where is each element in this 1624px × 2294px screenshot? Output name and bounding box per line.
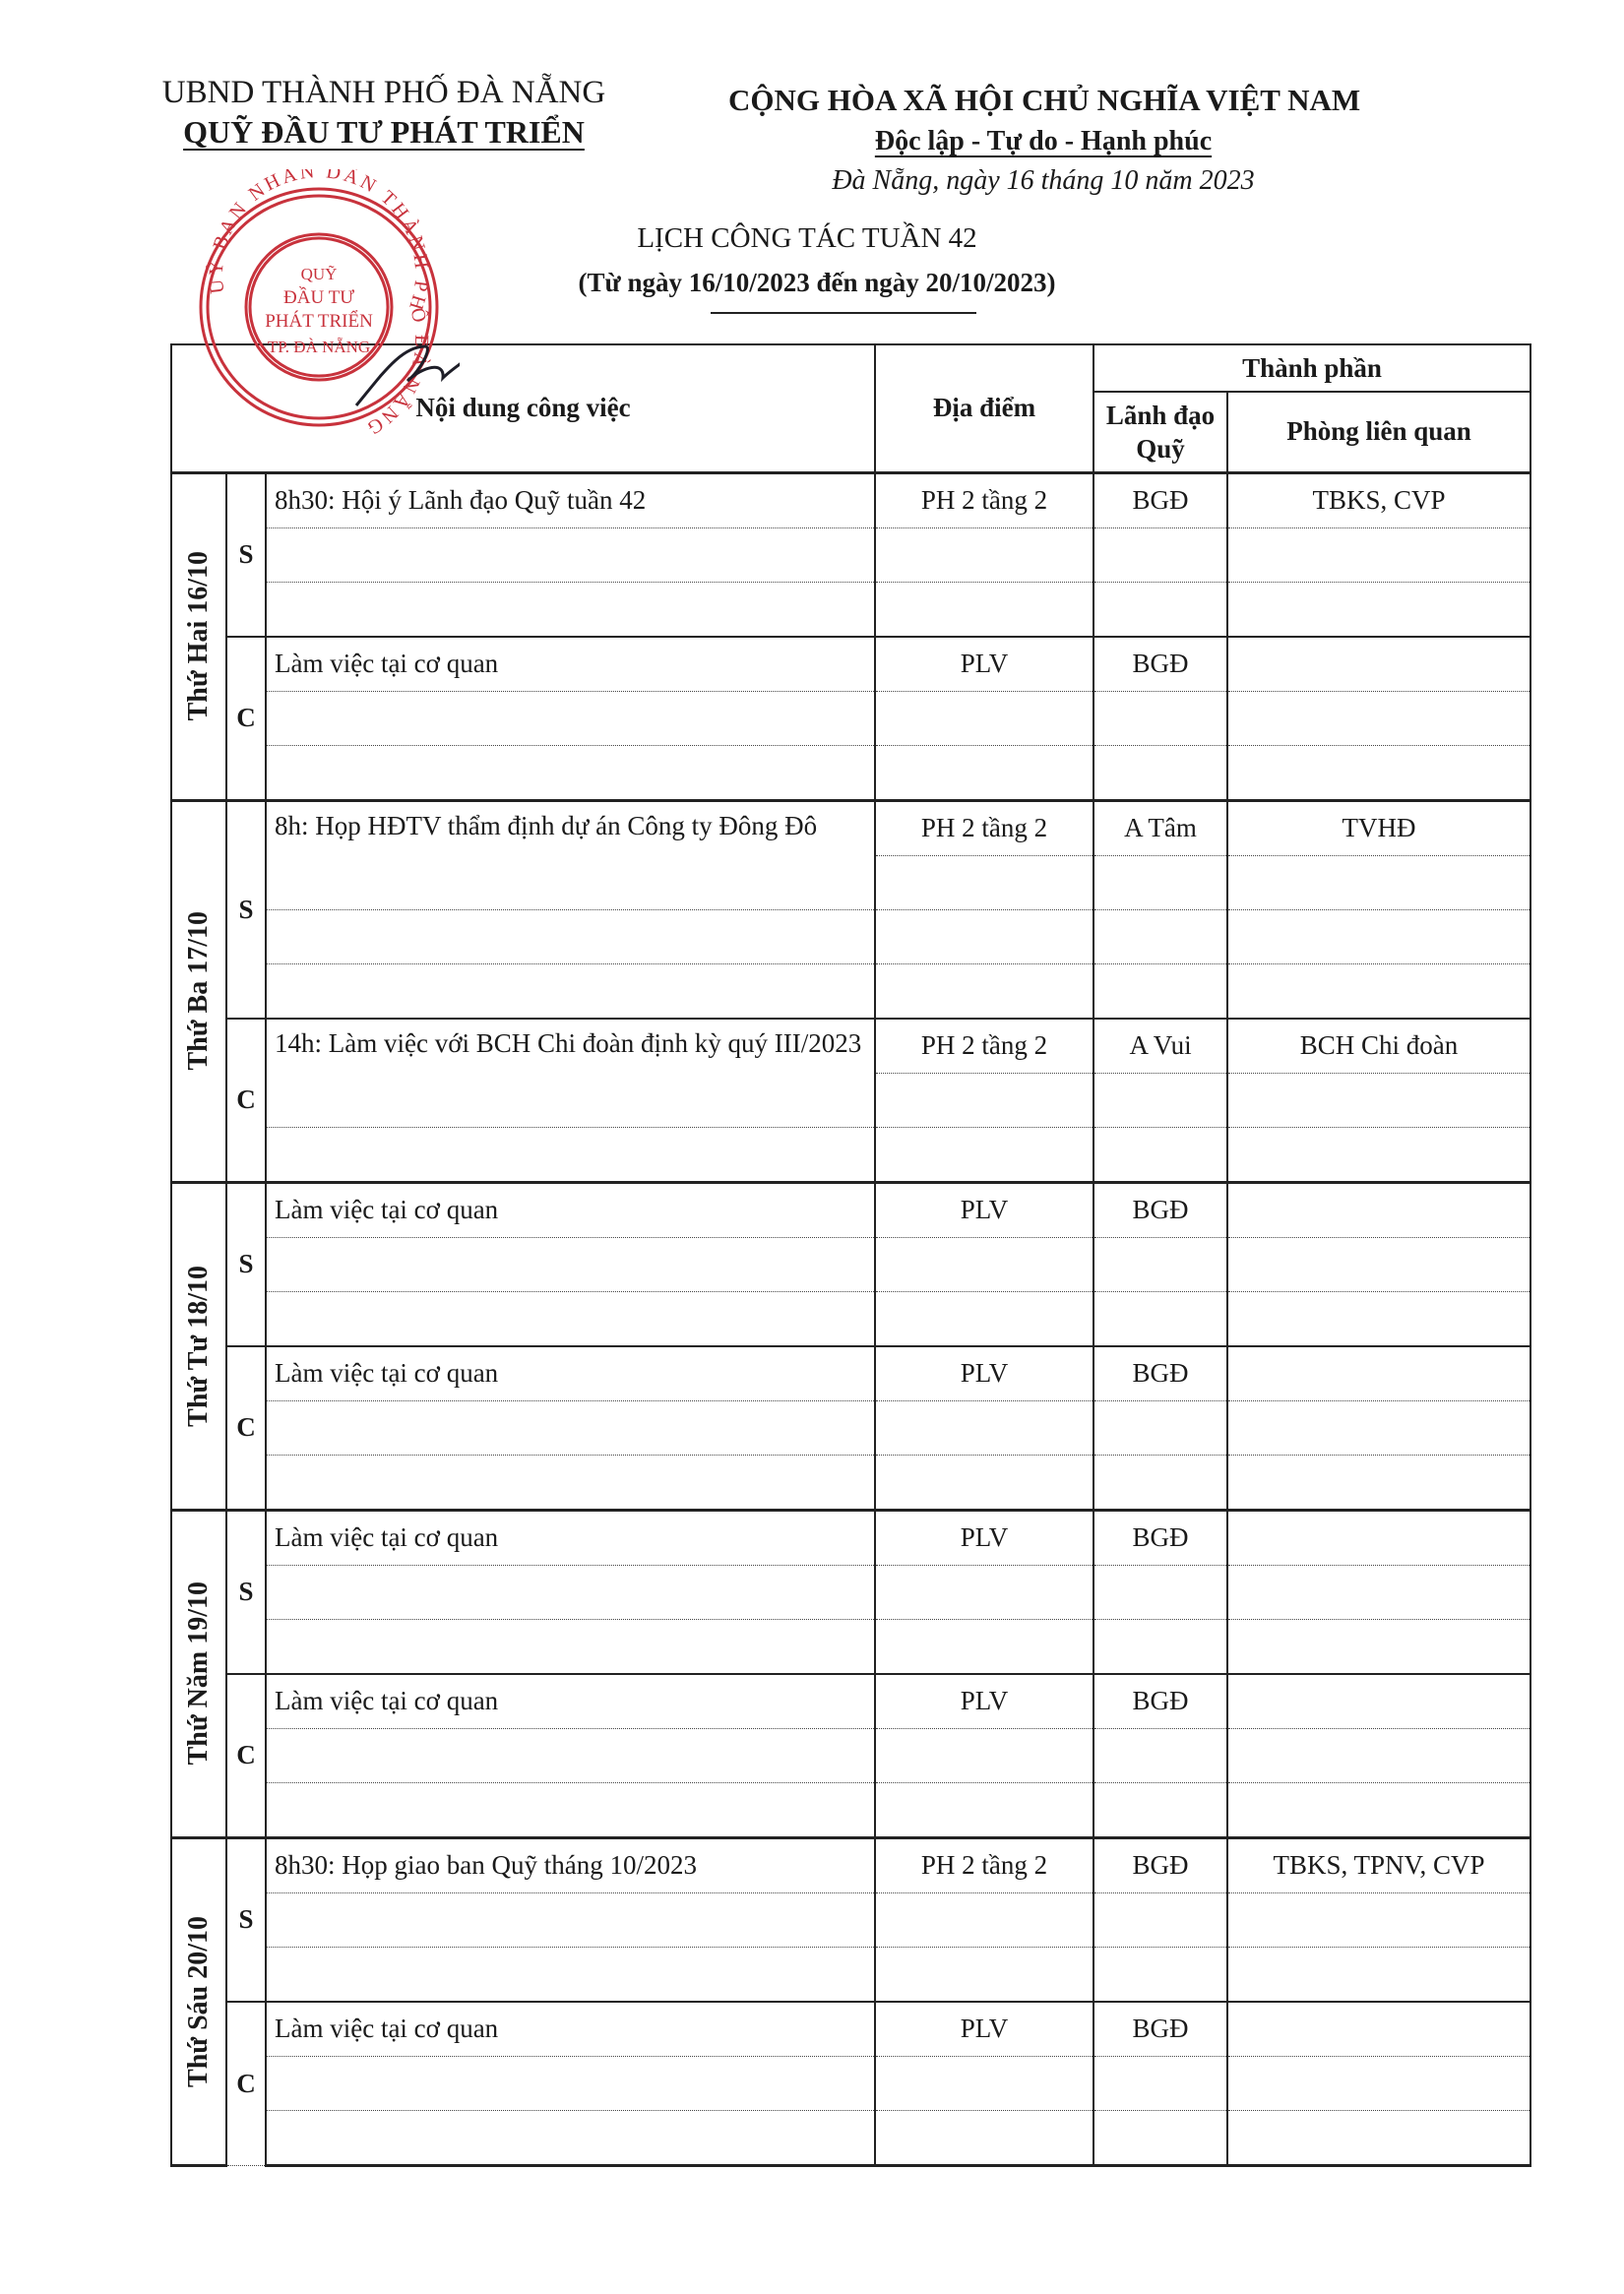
activity-leader-cell (1093, 855, 1227, 909)
table-row (171, 1565, 1530, 1619)
table-row (171, 1837, 1530, 1892)
activity-location-cell (875, 1892, 1093, 1947)
activity-leader-cell (1093, 1346, 1227, 1401)
activity-departments: BCH Chi đoàn (1299, 1029, 1459, 1060)
activity-leader: A Tâm (1124, 812, 1197, 842)
organization-parent: UBND THÀNH PHỐ ĐÀ NẴNG (161, 75, 606, 110)
table-row (171, 1346, 1530, 1401)
activity-content-cell (266, 800, 875, 909)
day-cell (171, 800, 226, 1182)
activity-departments (1228, 1675, 1530, 1685)
activity-departments-cell (1227, 1019, 1530, 1074)
activity-content-cell (266, 1565, 875, 1619)
activity-location-cell (875, 855, 1093, 909)
activity-location: PLV (960, 1521, 1009, 1552)
table-row (171, 1400, 1530, 1455)
activity-departments-cell (1227, 1892, 1530, 1947)
header-departments (1227, 392, 1530, 472)
activity-content-cell (266, 1674, 875, 1729)
seal-inner-line: TP. ĐÀ NẴNG (267, 338, 371, 356)
session-code: C (226, 1674, 266, 1838)
activity-departments-cell (1227, 1782, 1530, 1837)
table-row (171, 527, 1530, 582)
activity-departments-cell (1227, 1237, 1530, 1291)
table-row (171, 582, 1530, 637)
activity-departments-cell (1227, 2056, 1530, 2110)
activity-leader: BGĐ (1132, 1521, 1189, 1552)
session-code: C (226, 2002, 266, 2166)
activity-location: PLV (960, 1685, 1009, 1715)
activity-location: PH 2 tầng 2 (920, 484, 1048, 515)
activity-leader: BGĐ (1132, 1357, 1189, 1388)
activity-leader-cell (1093, 800, 1227, 855)
activity-location-cell (875, 1182, 1093, 1237)
activity-location-cell (875, 963, 1093, 1019)
activity-location-cell (875, 745, 1093, 800)
activity-leader-cell (1093, 1728, 1227, 1782)
activity-location: PH 2 tầng 2 (920, 1029, 1048, 1060)
activity-leader-cell (1093, 691, 1227, 745)
activity-leader: A Vui (1129, 1029, 1192, 1060)
activity-leader-cell (1093, 527, 1227, 582)
schedule-body (171, 472, 1530, 2165)
activity-content-cell (266, 1182, 875, 1237)
table-row (171, 2056, 1530, 2110)
activity-content-cell (266, 472, 875, 527)
activity-leader: BGĐ (1132, 484, 1189, 515)
organization-name-text: QUỸ ĐẦU TƯ PHÁT TRIỂN (183, 114, 585, 150)
session-code: S (226, 800, 266, 1019)
activity-location: PLV (960, 2013, 1009, 2043)
activity-content: 8h30: Hội ý Lãnh đạo Quỹ tuần 42 (275, 484, 647, 515)
activity-departments (1228, 1184, 1530, 1194)
header-participants (1093, 344, 1530, 392)
table-row (171, 1947, 1530, 2002)
activity-leader-cell (1093, 1127, 1227, 1182)
activity-departments-cell (1227, 800, 1530, 855)
organization-name (148, 114, 620, 151)
activity-content-cell (266, 1291, 875, 1346)
day-cell (171, 1182, 226, 1510)
header-content-label: Nội dung công việc (415, 393, 631, 423)
table-row (171, 1782, 1530, 1837)
activity-location-cell (875, 1947, 1093, 2002)
activity-location-cell (875, 1127, 1093, 1182)
activity-departments-cell (1227, 909, 1530, 963)
activity-leader-cell (1093, 1892, 1227, 1947)
activity-departments-cell (1227, 1510, 1530, 1565)
seal-inner-text (265, 265, 373, 356)
activity-departments-cell (1227, 1291, 1530, 1346)
national-motto: Độc lập - Tự do - Hạnh phúc (874, 126, 1213, 156)
activity-departments-cell (1227, 963, 1530, 1019)
header-location-label: Địa điểm (932, 393, 1036, 423)
day-label: Thứ Năm 19/10 (183, 1581, 214, 1766)
activity-content-cell (266, 2002, 875, 2057)
activity-departments-cell (1227, 472, 1530, 527)
activity-content-cell (266, 1837, 875, 1892)
activity-content-cell (266, 1237, 875, 1291)
activity-leader: BGĐ (1132, 1849, 1189, 1880)
activity-departments-cell (1227, 2110, 1530, 2165)
activity-leader-cell (1093, 1947, 1227, 2002)
day-label: Thứ Ba 17/10 (183, 911, 214, 1071)
activity-departments-cell (1227, 855, 1530, 909)
activity-departments-cell (1227, 691, 1530, 745)
activity-location-cell (875, 582, 1093, 637)
activity-content-cell (266, 1455, 875, 1510)
table-row (171, 637, 1530, 692)
day-cell (171, 1837, 226, 2165)
activity-location-cell (875, 1782, 1093, 1837)
document-subtitle: (Từ ngày 16/10/2023 đến ngày 20/10/2023) (578, 268, 1056, 297)
document-title: LỊCH CÔNG TÁC TUẦN 42 (637, 222, 977, 254)
activity-content-cell (266, 1019, 875, 1128)
table-row (171, 2002, 1530, 2057)
schedule-table (170, 343, 1531, 2167)
activity-departments (1228, 1347, 1530, 1357)
activity-content-cell (266, 527, 875, 582)
national-title: CỘNG HÒA XÃ HỘI CHỦ NGHĨA VIỆT NAM (728, 83, 1361, 117)
table-row (171, 1291, 1530, 1346)
table-row (171, 800, 1530, 855)
activity-leader-cell (1093, 2110, 1227, 2165)
activity-content: 8h: Họp HĐTV thẩm định dự án Công ty Đông Đô (275, 810, 818, 840)
activity-location-cell (875, 1291, 1093, 1346)
activity-content: Làm việc tại cơ quan (275, 1194, 499, 1224)
seal-inner-line: QUỸ (300, 265, 338, 283)
subtitle-underline (711, 312, 976, 314)
activity-content-cell (266, 691, 875, 745)
activity-leader-cell (1093, 2002, 1227, 2057)
activity-leader-cell (1093, 1019, 1227, 1074)
day-cell (171, 472, 226, 800)
activity-content: 8h30: Họp giao ban Quỹ tháng 10/2023 (275, 1849, 697, 1880)
activity-location-cell (875, 1073, 1093, 1127)
table-row (171, 472, 1530, 527)
activity-departments-cell (1227, 1127, 1530, 1182)
activity-leader-cell (1093, 1237, 1227, 1291)
activity-leader-cell (1093, 582, 1227, 637)
activity-location: PH 2 tầng 2 (920, 1849, 1048, 1880)
session-code: S (226, 1510, 266, 1674)
activity-content-cell (266, 1782, 875, 1837)
activity-content-cell (266, 1400, 875, 1455)
activity-location-cell (875, 1400, 1093, 1455)
activity-content: Làm việc tại cơ quan (275, 1521, 499, 1552)
activity-location-cell (875, 1510, 1093, 1565)
activity-content: 14h: Làm việc với BCH Chi đoàn định kỳ quý III/2023 (275, 1027, 862, 1058)
activity-departments: TVHĐ (1342, 812, 1416, 842)
header-participants-label: Thành phần (1242, 352, 1382, 383)
activity-leader-cell (1093, 909, 1227, 963)
table-row (171, 1127, 1530, 1182)
seal-ring-text: UỶ BAN NHÂN DÂN THÀNH PHỐ ĐÀ NẴNG (205, 169, 433, 440)
day-label: Thứ Tư 18/10 (183, 1265, 214, 1427)
table-row (171, 2110, 1530, 2165)
activity-content: Làm việc tại cơ quan (275, 1357, 499, 1388)
activity-location-cell (875, 800, 1093, 855)
activity-departments-cell (1227, 1346, 1530, 1401)
session-code: S (226, 472, 266, 637)
activity-departments-cell (1227, 1728, 1530, 1782)
table-row (171, 1728, 1530, 1782)
activity-leader: BGĐ (1132, 1194, 1189, 1224)
activity-leader-cell (1093, 472, 1227, 527)
activity-leader-cell (1093, 1674, 1227, 1729)
activity-content-cell (266, 1892, 875, 1947)
activity-leader: BGĐ (1132, 2013, 1189, 2043)
table-row (171, 1019, 1530, 1074)
activity-leader: BGĐ (1132, 1685, 1189, 1715)
seal-inner-line: ĐẦU TƯ (283, 287, 354, 308)
seal-graphic (179, 169, 460, 440)
day-cell (171, 1510, 226, 1837)
activity-leader-cell (1093, 1400, 1227, 1455)
activity-departments (1228, 1512, 1530, 1521)
header-departments-label: Phòng liên quan (1286, 416, 1471, 447)
activity-location-cell (875, 2056, 1093, 2110)
activity-leader-cell (1093, 2056, 1227, 2110)
activity-content-cell (266, 2110, 875, 2165)
header-leader (1093, 392, 1227, 472)
table-row (171, 909, 1530, 963)
activity-location-cell (875, 909, 1093, 963)
activity-departments-cell (1227, 1837, 1530, 1892)
activity-content-cell (266, 963, 875, 1019)
activity-leader-cell (1093, 637, 1227, 692)
activity-content-cell (266, 637, 875, 692)
activity-location-cell (875, 1674, 1093, 1729)
table-row (171, 1674, 1530, 1729)
table-row (171, 1619, 1530, 1674)
official-seal-icon (179, 169, 460, 440)
activity-location-cell (875, 1237, 1093, 1291)
activity-content-cell (266, 1127, 875, 1182)
activity-content: Làm việc tại cơ quan (275, 1685, 499, 1715)
activity-content-cell (266, 1510, 875, 1565)
activity-content-cell (266, 1728, 875, 1782)
session-code: S (226, 1182, 266, 1346)
table-row (171, 963, 1530, 1019)
activity-departments: TBKS, CVP (1312, 484, 1446, 515)
table-row (171, 1182, 1530, 1237)
activity-leader-cell (1093, 1073, 1227, 1127)
activity-leader-cell (1093, 1782, 1227, 1837)
activity-content-cell (266, 1346, 875, 1401)
session-code: C (226, 1019, 266, 1183)
activity-leader-cell (1093, 1565, 1227, 1619)
activity-content-cell (266, 1947, 875, 2002)
activity-location-cell (875, 527, 1093, 582)
header-location (875, 344, 1093, 472)
activity-leader-cell (1093, 963, 1227, 1019)
table-row (171, 1455, 1530, 1510)
activity-departments-cell (1227, 1565, 1530, 1619)
activity-leader-cell (1093, 1182, 1227, 1237)
activity-departments-cell (1227, 1073, 1530, 1127)
activity-leader-cell (1093, 1837, 1227, 1892)
activity-departments-cell (1227, 1182, 1530, 1237)
session-code: C (226, 1346, 266, 1511)
seal-inner-line: PHÁT TRIỂN (265, 311, 373, 332)
activity-location: PH 2 tầng 2 (920, 812, 1048, 842)
activity-location-cell (875, 1619, 1093, 1674)
activity-location-cell (875, 1837, 1093, 1892)
activity-departments-cell (1227, 1947, 1530, 2002)
table-row (171, 745, 1530, 800)
table-row (171, 691, 1530, 745)
place-date: Đà Nẵng, ngày 16 tháng 10 năm 2023 (832, 165, 1255, 196)
activity-departments: TBKS, TPNV, CVP (1273, 1849, 1485, 1880)
day-label: Thứ Hai 16/10 (183, 551, 214, 721)
activity-departments (1228, 638, 1530, 648)
activity-location-cell (875, 1019, 1093, 1074)
session-code: S (226, 1837, 266, 2002)
activity-location-cell (875, 1565, 1093, 1619)
activity-leader-cell (1093, 745, 1227, 800)
session-code: C (226, 637, 266, 801)
activity-location: PLV (960, 1194, 1009, 1224)
activity-leader-cell (1093, 1619, 1227, 1674)
activity-departments-cell (1227, 582, 1530, 637)
activity-departments-cell (1227, 527, 1530, 582)
activity-location-cell (875, 2002, 1093, 2057)
activity-departments-cell (1227, 2002, 1530, 2057)
activity-location: PLV (960, 648, 1009, 678)
activity-leader-cell (1093, 1291, 1227, 1346)
activity-departments-cell (1227, 745, 1530, 800)
activity-content-cell (266, 745, 875, 800)
activity-content-cell (266, 909, 875, 963)
activity-location-cell (875, 637, 1093, 692)
table-row (171, 1510, 1530, 1565)
table-row (171, 1892, 1530, 1947)
table-row (171, 1237, 1530, 1291)
activity-leader: BGĐ (1132, 648, 1189, 678)
activity-content: Làm việc tại cơ quan (275, 648, 499, 678)
day-label: Thứ Sáu 20/10 (183, 1915, 214, 2087)
activity-location-cell (875, 1455, 1093, 1510)
activity-departments-cell (1227, 1400, 1530, 1455)
activity-location-cell (875, 1346, 1093, 1401)
activity-location: PLV (960, 1357, 1009, 1388)
activity-departments-cell (1227, 1619, 1530, 1674)
activity-leader-cell (1093, 1455, 1227, 1510)
activity-content-cell (266, 2056, 875, 2110)
header-leader-label: Lãnh đạo Quỹ (1105, 400, 1216, 464)
activity-location-cell (875, 1728, 1093, 1782)
activity-content-cell (266, 1619, 875, 1674)
activity-departments-cell (1227, 1455, 1530, 1510)
activity-content: Làm việc tại cơ quan (275, 2013, 499, 2043)
activity-departments-cell (1227, 637, 1530, 692)
activity-location-cell (875, 691, 1093, 745)
activity-location-cell (875, 472, 1093, 527)
activity-leader-cell (1093, 1510, 1227, 1565)
activity-location-cell (875, 2110, 1093, 2165)
activity-content-cell (266, 582, 875, 637)
activity-departments (1228, 2003, 1530, 2013)
activity-departments-cell (1227, 1674, 1530, 1729)
